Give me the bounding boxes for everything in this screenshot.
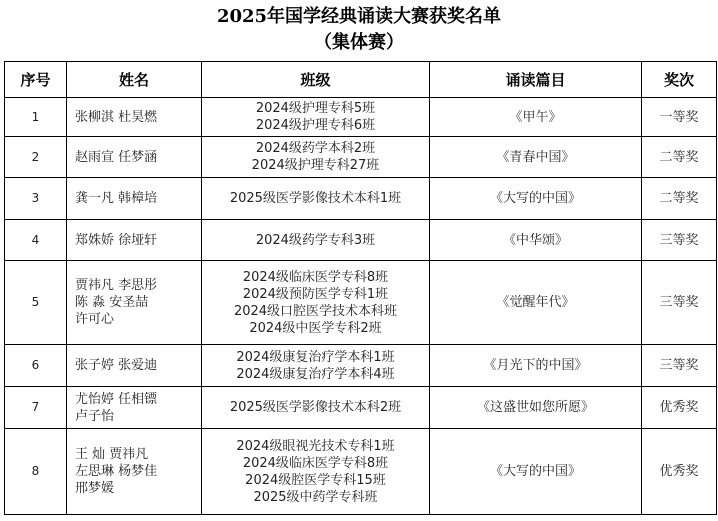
table-row	[5, 220, 717, 261]
cell-names	[67, 429, 202, 515]
cell-award: 一等奖	[642, 98, 717, 137]
name-line: 张柳淇 杜昊燃	[75, 109, 158, 125]
cell-class	[202, 178, 430, 220]
cell-award: 二等奖	[642, 137, 717, 178]
class-line: 2024级康复治疗学本科4班	[236, 366, 395, 382]
cell-names	[67, 98, 202, 137]
class-line: 2024级眼视光技术专科1班	[236, 438, 395, 454]
class-line: 2024级临床医学专科8班	[242, 455, 389, 471]
class-line: 2025级医学影像技术本科2班	[229, 400, 402, 415]
class-line: 2025级中药学专科班	[253, 489, 378, 505]
name-line: 王 灿 贾祎凡	[75, 447, 149, 462]
name-line: 卢子怡	[75, 408, 115, 424]
name-line: 邢梦媛	[75, 481, 115, 496]
name-line: 龚一凡 韩樟培	[75, 191, 158, 206]
cell-names	[67, 137, 202, 178]
cell-class	[202, 98, 430, 137]
class-line: 2024级腔医学专科15班	[245, 472, 386, 488]
cell-piece: 《觉醒年代》	[430, 261, 642, 345]
cell-award: 优秀奖	[642, 387, 717, 429]
cell-names	[67, 261, 202, 345]
cell-seq: 5	[5, 261, 67, 345]
award-table	[4, 61, 717, 515]
cell-piece: 《大写的中国》	[430, 178, 642, 220]
table-row	[5, 178, 717, 220]
cell-names	[67, 220, 202, 261]
cell-award: 二等奖	[642, 178, 717, 220]
cell-class	[202, 220, 430, 261]
name-line: 赵雨宣 任梦涵	[75, 149, 158, 165]
header-piece: 诵读篇目	[430, 62, 642, 98]
name-line: 郑姝娇 徐垭轩	[75, 232, 158, 248]
cell-seq: 1	[5, 98, 67, 137]
class-line: 2024级康复治疗学本科1班	[236, 349, 395, 365]
page-subtitle: （集体赛）	[314, 32, 404, 53]
cell-class	[202, 387, 430, 429]
cell-names	[67, 345, 202, 387]
cell-seq: 6	[5, 345, 67, 387]
table-row	[5, 98, 717, 137]
header-award: 奖次	[642, 62, 717, 98]
class-line: 2024级护理专科6班	[255, 118, 376, 133]
cell-class	[202, 345, 430, 387]
class-line: 2024级预防医学专科1班	[242, 286, 389, 302]
name-line: 左思琳 杨梦佳	[75, 464, 158, 479]
class-line: 2024级口腔医学技术本科班	[233, 303, 398, 319]
cell-seq: 7	[5, 387, 67, 429]
cell-class	[202, 261, 430, 345]
class-line: 2024级中医学专科2班	[249, 320, 382, 336]
cell-names	[67, 178, 202, 220]
table-row	[5, 137, 717, 178]
cell-piece: 《青春中国》	[430, 137, 642, 178]
cell-award: 三等奖	[642, 261, 717, 345]
cell-class	[202, 137, 430, 178]
cell-seq: 8	[5, 429, 67, 515]
cell-piece: 《这盛世如您所愿》	[430, 387, 642, 429]
cell-seq: 2	[5, 137, 67, 178]
cell-piece: 《中华颂》	[430, 220, 642, 261]
class-line: 2024级临床医学专科8班	[242, 269, 389, 285]
name-line: 张子婷 张爱迪	[75, 358, 158, 373]
page-title: 2025年国学经典诵读大赛获奖名单	[216, 6, 502, 27]
cell-seq: 4	[5, 220, 67, 261]
table-row	[5, 345, 717, 387]
table-header-row	[5, 62, 717, 98]
class-line: 2024级护理专科27班	[251, 158, 380, 173]
cell-names	[67, 387, 202, 429]
cell-piece: 《甲午》	[430, 98, 642, 137]
name-line: 陈 淼 安圣喆	[75, 295, 149, 310]
header-seq: 序号	[5, 62, 67, 98]
name-line: 许可心	[75, 312, 115, 327]
class-line: 2024级药学本科2班	[255, 141, 376, 156]
cell-piece: 《月光下的中国》	[430, 345, 642, 387]
cell-award: 优秀奖	[642, 429, 717, 515]
cell-award: 三等奖	[642, 345, 717, 387]
cell-award: 三等奖	[642, 220, 717, 261]
title-block	[0, 0, 718, 56]
name-line: 贾祎凡 李思彤	[75, 278, 158, 293]
header-name: 姓名	[67, 62, 202, 98]
table-row	[5, 429, 717, 515]
header-class: 班级	[202, 62, 430, 98]
cell-piece: 《大写的中国》	[430, 429, 642, 515]
cell-seq: 3	[5, 178, 67, 220]
class-line: 2024级护理专科5班	[255, 101, 376, 116]
table-row	[5, 261, 717, 345]
class-line: 2024级药学专科3班	[255, 232, 376, 248]
name-line: 尤怡婷 任相镖	[75, 391, 158, 407]
class-line: 2025级医学影像技术本科1班	[229, 191, 402, 206]
table-row	[5, 387, 717, 429]
cell-class	[202, 429, 430, 515]
